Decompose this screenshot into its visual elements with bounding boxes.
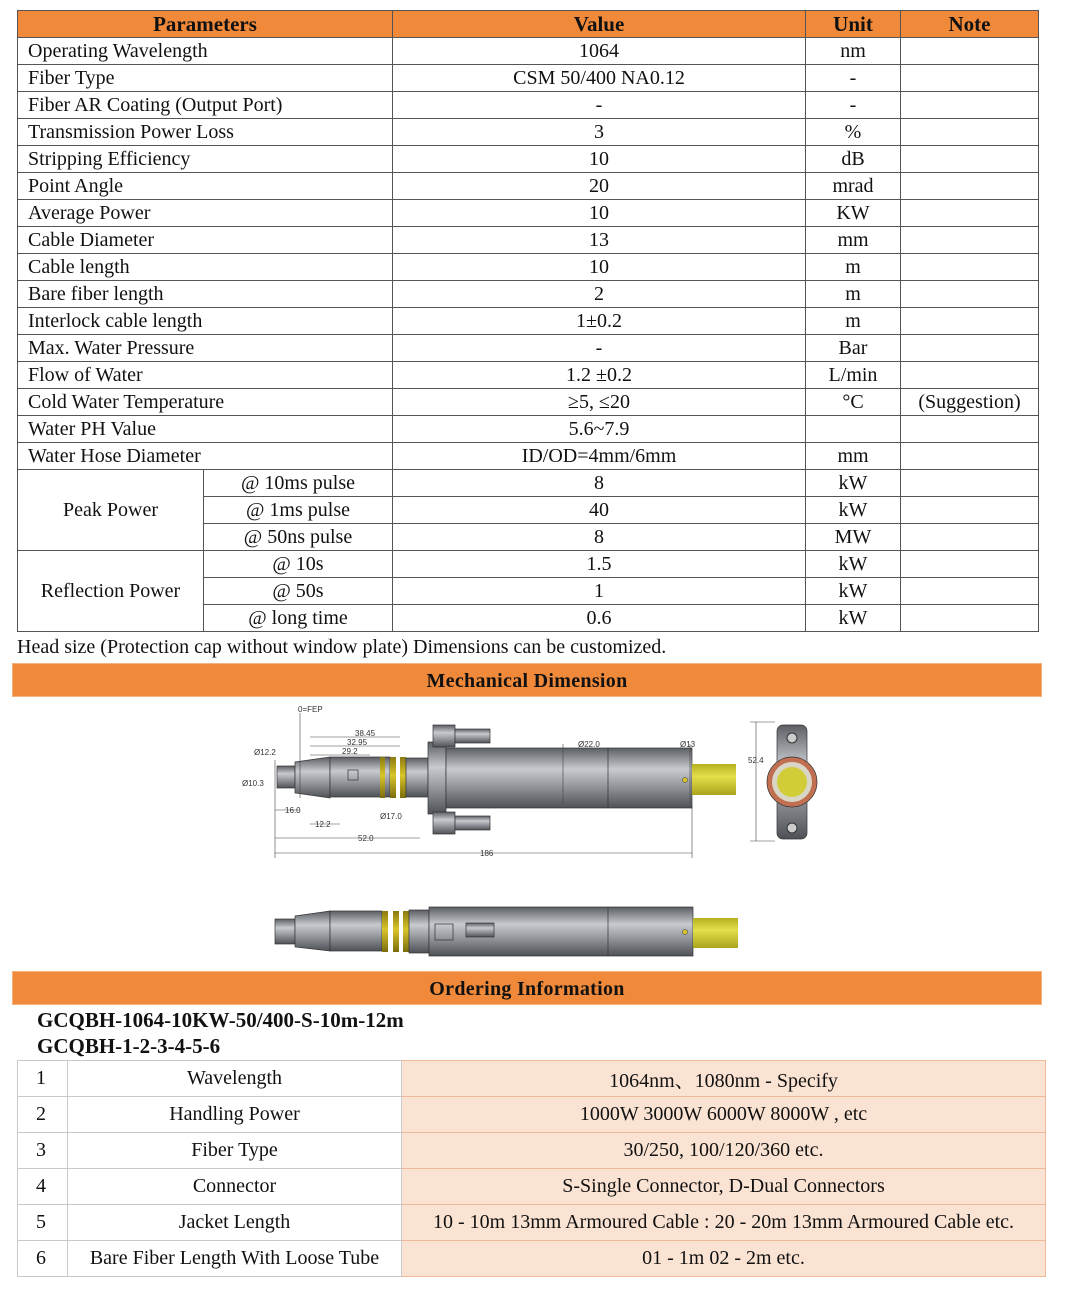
connector-bottom-view bbox=[275, 907, 738, 956]
param-unit: KW bbox=[806, 200, 901, 227]
param-value: 10 bbox=[393, 254, 806, 281]
param-name: Operating Wavelength bbox=[18, 38, 393, 65]
param-unit: L/min bbox=[806, 362, 901, 389]
ordering-information-banner: Ordering Information bbox=[12, 971, 1042, 1005]
order-value: 1000W 3000W 6000W 8000W , etc bbox=[402, 1097, 1046, 1133]
param-name: Transmission Power Loss bbox=[18, 119, 393, 146]
param-note bbox=[901, 551, 1039, 578]
order-value: S-Single Connector, D-Dual Connectors bbox=[402, 1169, 1046, 1205]
param-unit: mm bbox=[806, 443, 901, 470]
param-name: Max. Water Pressure bbox=[18, 335, 393, 362]
param-unit: °C bbox=[806, 389, 901, 416]
param-name: Fiber AR Coating (Output Port) bbox=[18, 92, 393, 119]
param-note bbox=[901, 146, 1039, 173]
ordering-table bbox=[17, 1060, 1046, 1277]
param-condition: @ long time bbox=[204, 605, 393, 632]
param-note bbox=[901, 335, 1039, 362]
order-field: Connector bbox=[68, 1169, 402, 1205]
param-unit: mrad bbox=[806, 173, 901, 200]
param-unit: kW bbox=[806, 470, 901, 497]
param-name: Cable Diameter bbox=[18, 227, 393, 254]
param-note bbox=[901, 38, 1039, 65]
dim-phi-12-2: Ø12.2 bbox=[254, 748, 276, 757]
table-row bbox=[18, 389, 1039, 416]
param-note bbox=[901, 416, 1039, 443]
dim-16-0: 16.0 bbox=[285, 806, 301, 815]
order-number: 4 bbox=[18, 1169, 68, 1205]
param-unit: dB bbox=[806, 146, 901, 173]
param-note bbox=[901, 524, 1039, 551]
param-note: (Suggestion) bbox=[901, 389, 1039, 416]
table-row bbox=[18, 1133, 1046, 1169]
param-unit: m bbox=[806, 281, 901, 308]
param-name: Water PH Value bbox=[18, 416, 393, 443]
dim-phi-22-0: Ø22.0 bbox=[578, 740, 600, 749]
part-number-example: GCQBH-1064-10KW-50/400-S-10m-12m bbox=[37, 1008, 404, 1032]
header-note: Note bbox=[901, 11, 1039, 38]
param-value: ID/OD=4mm/6mm bbox=[393, 443, 806, 470]
order-value: 30/250, 100/120/360 etc. bbox=[402, 1133, 1046, 1169]
param-value: 2 bbox=[393, 281, 806, 308]
param-value: CSM 50/400 NA0.12 bbox=[393, 65, 806, 92]
table-row bbox=[18, 146, 1039, 173]
table-row bbox=[18, 200, 1039, 227]
param-condition: @ 1ms pulse bbox=[204, 497, 393, 524]
table-row bbox=[18, 173, 1039, 200]
connector-side-view bbox=[277, 725, 736, 834]
mechanical-dimension-banner: Mechanical Dimension bbox=[12, 663, 1042, 697]
table-row bbox=[18, 362, 1039, 389]
table-row bbox=[18, 227, 1039, 254]
param-note bbox=[901, 605, 1039, 632]
param-unit: m bbox=[806, 254, 901, 281]
param-value: 20 bbox=[393, 173, 806, 200]
dim-12-2: 12.2 bbox=[315, 820, 331, 829]
param-unit: nm bbox=[806, 38, 901, 65]
param-unit bbox=[806, 416, 901, 443]
order-number: 5 bbox=[18, 1205, 68, 1241]
table-row bbox=[18, 38, 1039, 65]
parameters-table bbox=[17, 10, 1039, 632]
param-name: Point Angle bbox=[18, 173, 393, 200]
order-value: 10 - 10m 13mm Armoured Cable : 20 - 20m 13mm Armoured Cable etc. bbox=[402, 1205, 1046, 1241]
header-value: Value bbox=[393, 11, 806, 38]
table-row bbox=[18, 551, 1039, 578]
param-value: 40 bbox=[393, 497, 806, 524]
dim-52-0: 52.0 bbox=[358, 834, 374, 843]
param-name: Cable length bbox=[18, 254, 393, 281]
param-value: - bbox=[393, 92, 806, 119]
dim-32-95: 32.95 bbox=[347, 738, 368, 747]
param-note bbox=[901, 308, 1039, 335]
table-row bbox=[18, 1241, 1046, 1277]
table-row bbox=[18, 92, 1039, 119]
param-unit: m bbox=[806, 308, 901, 335]
reflection-power-label: Reflection Power bbox=[18, 551, 204, 632]
table-row bbox=[18, 470, 1039, 497]
table-row bbox=[18, 281, 1039, 308]
param-value: 8 bbox=[393, 470, 806, 497]
order-field: Bare Fiber Length With Loose Tube bbox=[68, 1241, 402, 1277]
param-condition: @ 10ms pulse bbox=[204, 470, 393, 497]
param-unit: Bar bbox=[806, 335, 901, 362]
peak-power-label: Peak Power bbox=[18, 470, 204, 551]
order-number: 2 bbox=[18, 1097, 68, 1133]
param-name: Cold Water Temperature bbox=[18, 389, 393, 416]
param-value: 13 bbox=[393, 227, 806, 254]
table-row bbox=[18, 65, 1039, 92]
param-unit: mm bbox=[806, 227, 901, 254]
table-row bbox=[18, 335, 1039, 362]
param-name: Interlock cable length bbox=[18, 308, 393, 335]
param-note bbox=[901, 173, 1039, 200]
param-value: 10 bbox=[393, 146, 806, 173]
table-header-row bbox=[18, 11, 1039, 38]
param-condition: @ 50s bbox=[204, 578, 393, 605]
param-unit: MW bbox=[806, 524, 901, 551]
param-value: 8 bbox=[393, 524, 806, 551]
order-value: 1064nm、1080nm - Specify bbox=[402, 1061, 1046, 1097]
param-value: 10 bbox=[393, 200, 806, 227]
param-note bbox=[901, 227, 1039, 254]
dim-fep: 0=FEP bbox=[298, 705, 323, 714]
param-value: 1064 bbox=[393, 38, 806, 65]
param-unit: - bbox=[806, 92, 901, 119]
param-name: Water Hose Diameter bbox=[18, 443, 393, 470]
param-condition: @ 10s bbox=[204, 551, 393, 578]
order-number: 6 bbox=[18, 1241, 68, 1277]
order-field: Fiber Type bbox=[68, 1133, 402, 1169]
param-value: 1 bbox=[393, 578, 806, 605]
header-unit: Unit bbox=[806, 11, 901, 38]
table-row bbox=[18, 1061, 1046, 1097]
param-unit: kW bbox=[806, 578, 901, 605]
param-note bbox=[901, 362, 1039, 389]
order-number: 3 bbox=[18, 1133, 68, 1169]
param-note bbox=[901, 65, 1039, 92]
param-value: 1.5 bbox=[393, 551, 806, 578]
head-size-note: Head size (Protection cap without window plate) Dimensions can be customized. bbox=[17, 636, 667, 658]
dim-phi-13: Ø13 bbox=[680, 740, 696, 749]
table-row bbox=[18, 443, 1039, 470]
table-row bbox=[18, 119, 1039, 146]
param-unit: kW bbox=[806, 497, 901, 524]
param-value: 1.2 ±0.2 bbox=[393, 362, 806, 389]
param-note bbox=[901, 254, 1039, 281]
parameters-body bbox=[18, 38, 1039, 632]
param-name: Bare fiber length bbox=[18, 281, 393, 308]
table-row bbox=[18, 1205, 1046, 1241]
dim-186: 186 bbox=[480, 849, 494, 858]
param-name: Flow of Water bbox=[18, 362, 393, 389]
param-note bbox=[901, 470, 1039, 497]
ordering-body bbox=[18, 1061, 1046, 1277]
param-name: Fiber Type bbox=[18, 65, 393, 92]
param-unit: - bbox=[806, 65, 901, 92]
order-field: Handling Power bbox=[68, 1097, 402, 1133]
order-value: 01 - 1m 02 - 2m etc. bbox=[402, 1241, 1046, 1277]
order-number: 1 bbox=[18, 1061, 68, 1097]
order-field: Jacket Length bbox=[68, 1205, 402, 1241]
param-name: Average Power bbox=[18, 200, 393, 227]
param-value: 1±0.2 bbox=[393, 308, 806, 335]
table-row bbox=[18, 416, 1039, 443]
table-row bbox=[18, 1169, 1046, 1205]
dim-38-45: 38.45 bbox=[355, 729, 376, 738]
param-value: 0.6 bbox=[393, 605, 806, 632]
param-note bbox=[901, 443, 1039, 470]
param-value: 3 bbox=[393, 119, 806, 146]
param-unit: kW bbox=[806, 605, 901, 632]
param-note bbox=[901, 578, 1039, 605]
dim-phi-10-3: Ø10.3 bbox=[242, 779, 264, 788]
param-condition: @ 50ns pulse bbox=[204, 524, 393, 551]
param-note bbox=[901, 92, 1039, 119]
param-name: Stripping Efficiency bbox=[18, 146, 393, 173]
table-row bbox=[18, 1097, 1046, 1133]
param-value: - bbox=[393, 335, 806, 362]
mechanical-drawing bbox=[230, 700, 850, 962]
connector-end-view bbox=[767, 725, 817, 839]
param-note bbox=[901, 281, 1039, 308]
param-unit: % bbox=[806, 119, 901, 146]
table-row bbox=[18, 254, 1039, 281]
param-value: 5.6~7.9 bbox=[393, 416, 806, 443]
param-unit: kW bbox=[806, 551, 901, 578]
param-note bbox=[901, 497, 1039, 524]
param-note bbox=[901, 200, 1039, 227]
param-note bbox=[901, 119, 1039, 146]
dim-phi-17-0: Ø17.0 bbox=[380, 812, 402, 821]
dim-29-2: 29.2 bbox=[342, 747, 358, 756]
connector-drawing-svg bbox=[230, 700, 850, 962]
order-field: Wavelength bbox=[68, 1061, 402, 1097]
header-parameters: Parameters bbox=[18, 11, 393, 38]
part-number-pattern: GCQBH-1-2-3-4-5-6 bbox=[37, 1034, 221, 1058]
param-value: ≥5, ≤20 bbox=[393, 389, 806, 416]
dim-52-4: 52.4 bbox=[748, 756, 764, 765]
table-row bbox=[18, 308, 1039, 335]
